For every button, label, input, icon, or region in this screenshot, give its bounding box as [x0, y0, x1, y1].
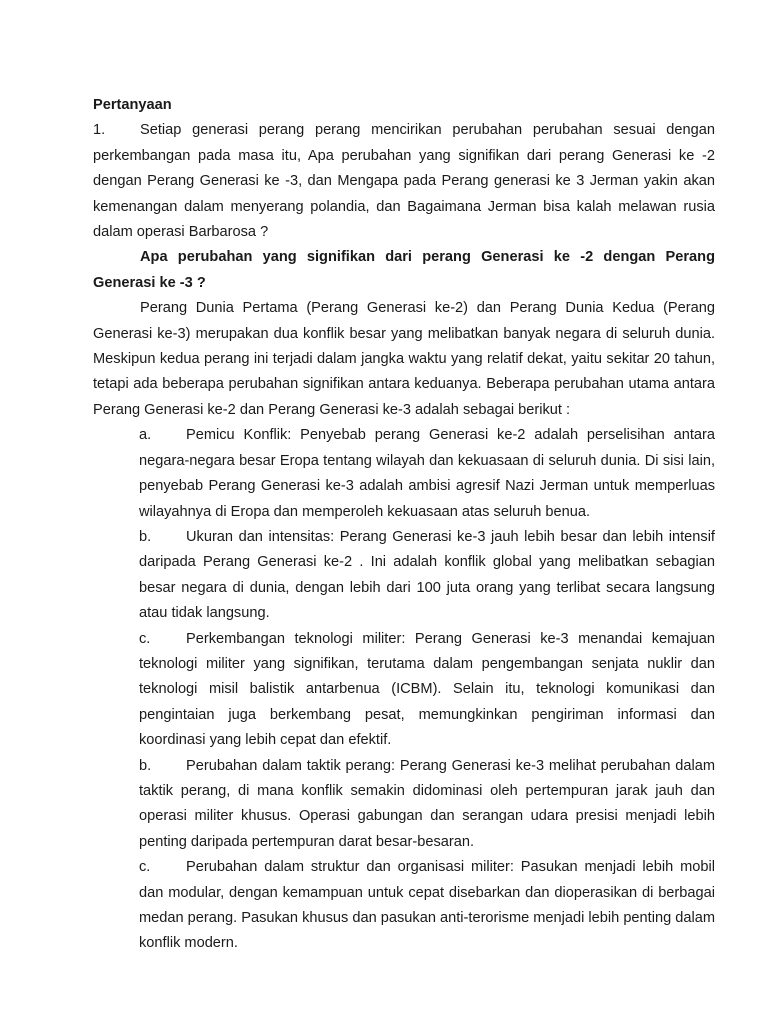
question-number: 1.	[93, 122, 106, 139]
question-text: Setiap generasi perang perang mencirikan perubahan perubahan sesuai dengan perkembangan pada masa itu, Apa perubahan yang signifikan dari perang Generasi ke -2 dengan Perang Generasi ke -3, dan Mengapa pada Perang generasi ke 3 Jerman yakin akan kemenangan dalam menyerang polandia, dan Bagaimana Jerman bisa kalah melawan rusia dalam operasi Barbarosa ?	[93, 122, 715, 241]
intro-paragraph: Perang Dunia Pertama (Perang Generasi ke-2) dan Perang Dunia Kedua (Perang Generasi ke-3) merupakan dua konflik besar yang melibatkan banyak negara di seluruh dunia. Meskipun kedua perang ini terjadi dalam jangka waktu yang relatif dekat, yaitu sekitar 20 tahun, tetapi ada beberapa perubahan signifikan antara keduanya. Beberapa perubahan utama antara Perang Generasi ke-2 dan Perang Generasi ke-3 adalah sebagai berikut :	[93, 300, 715, 418]
subheading: Apa perubahan yang signifikan dari perang Generasi ke -2 dengan Perang Generasi ke -3 ?	[93, 249, 715, 291]
question-paragraph	[93, 118, 715, 245]
list-item-text: Pemicu Konflik: Penyebab perang Generasi ke-2 adalah perselisihan antara negara-negara besar Eropa tentang wilayah dan kekuasaan di seluruh dunia. Di sisi lain, penyebab Perang Generasi ke-3 adalah ambisi agresif Nazi Jerman untuk memperluas wilayahnya di Eropa dan memperoleh kekuasaan atas seluruh benua.	[139, 427, 715, 520]
list-marker: b.	[139, 757, 152, 774]
list-item-text: Ukuran dan intensitas: Perang Generasi ke-3 jauh lebih besar dan lebih intensif daripada Perang Generasi ke-2 . Ini adalah konflik global yang melibatkan sebagian besar negara di dunia, dengan lebih dari 100 juta orang yang terlibat secara langsung atau tidak langsung.	[139, 528, 715, 622]
list-item	[139, 525, 715, 627]
list-marker: c.	[139, 630, 151, 647]
list-item	[139, 627, 715, 754]
list-item	[139, 855, 715, 957]
list-item-text: Perubahan dalam struktur dan organisasi militer: Pasukan menjadi lebih mobil dan modular, dengan kemampuan untuk cepat disebarkan dan dioperasikan di berbagai medan perang. Pasukan khusus dan pasukan anti-terorisme menjadi lebih penting dalam konflik modern.	[139, 859, 715, 952]
change-list	[93, 423, 715, 957]
list-marker: b.	[139, 528, 152, 545]
list-item	[139, 423, 715, 525]
list-item-text: Perkembangan teknologi militer: Perang Generasi ke-3 menandai kemajuan teknologi militer yang signifikan, terutama dalam pengembangan senjata nuklir dan teknologi misil balistik antarbenua (ICBM). Selain itu, teknologi komunikasi dan pengintaian juga berkembang pesat, memungkinkan pengiriman informasi dan koordinasi yang lebih cepat dan efektif.	[139, 630, 715, 749]
list-marker: a.	[139, 427, 152, 444]
section-heading: Pertanyaan	[93, 97, 172, 113]
list-marker: c.	[139, 859, 151, 876]
list-item	[139, 754, 715, 856]
list-item-text: Perubahan dalam taktik perang: Perang Generasi ke-3 melihat perubahan dalam taktik perang, di mana konflik semakin didominasi oleh pertempuran jarak jauh dan operasi militer khusus. Operasi gabungan dan serangan udara presisi menjadi lebih penting daripada pertempuran darat besar-besaran.	[139, 757, 715, 850]
